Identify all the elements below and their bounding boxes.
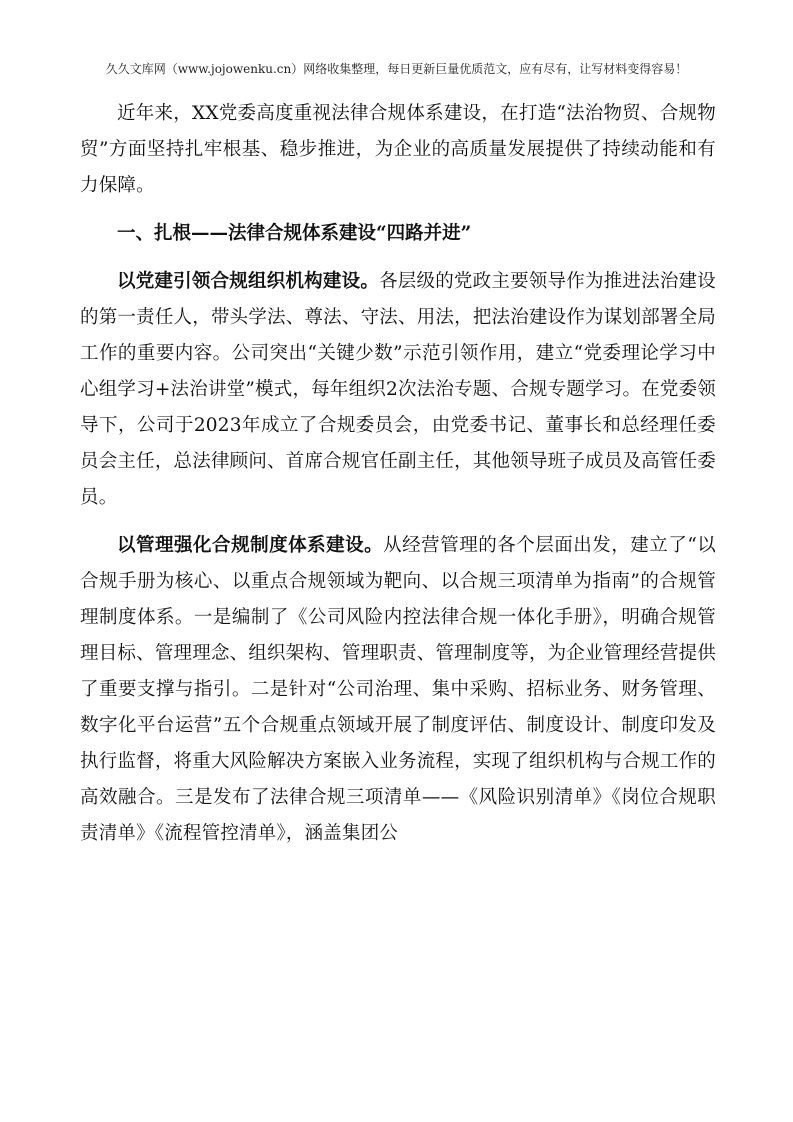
page-header-watermark: 久久文库网（www.jojowenku.cn）网络收集整理，每日更新巨量优质范文，应有尽有，让写材料变得容易！ <box>105 62 688 76</box>
paragraph-body: 从经营管理的各个层面出发，建立了“以合规手册为核心、以重点合规领域为靶向、以合规三项清单为指南”的合规管理制度体系。一是编制了《公司风险内控法律合规一体化手册》，明确合规管理目标、管理理念、组织架构、管理职责、管理制度等，为企业管理经营提供了重要支撑与指引。二是针对“公司治理、集中采购、招标业务、财务管理、数字化平台运营”五个合规重点领域开展了制度评估、制度设计、制度印发及执行监督，将重大风险解决方案嵌入业务流程，实现了组织机构与合规工作的高效融合。三是发布了法律合规三项清单——《风险识别清单》《岗位合规职责清单》《流程管控清单》，涵盖集团公 <box>80 535 716 844</box>
paragraph-party-building <box>80 264 716 516</box>
section-heading: 一、扎根——法律合规体系建设“四路并进” <box>117 223 472 244</box>
intro-paragraph: 近年来，XX党委高度重视法律合规体系建设，在打造“法治物贸、合规物贸”方面坚持扎牢根基、稳步推进，为企业的高质量发展提供了持续动能和有力保障。 <box>80 103 716 196</box>
paragraph-lead: 以党建引领合规组织机构建设。 <box>117 271 380 292</box>
paragraph-management <box>80 528 716 852</box>
document-body <box>80 96 716 852</box>
paragraph-body: 各层级的党政主要领导作为推进法治建设的第一责任人，带头学法、尊法、守法、用法，把法治建设作为谋划部署全局工作的重要内容。公司突出“关键少数”示范引领作用，建立“党委理论学习中心组学习+法治讲堂”模式，每年组织2次法治专题、合规专题学习。在党委领导下，公司于2023年成立了合规委员会，由党委书记、董事长和总经理任委员会主任，总法律顾问、首席合规官任副主任，其他领导班子成员及高管任委员。 <box>80 271 716 508</box>
paragraph-lead: 以管理强化合规制度体系建设。 <box>117 535 384 556</box>
